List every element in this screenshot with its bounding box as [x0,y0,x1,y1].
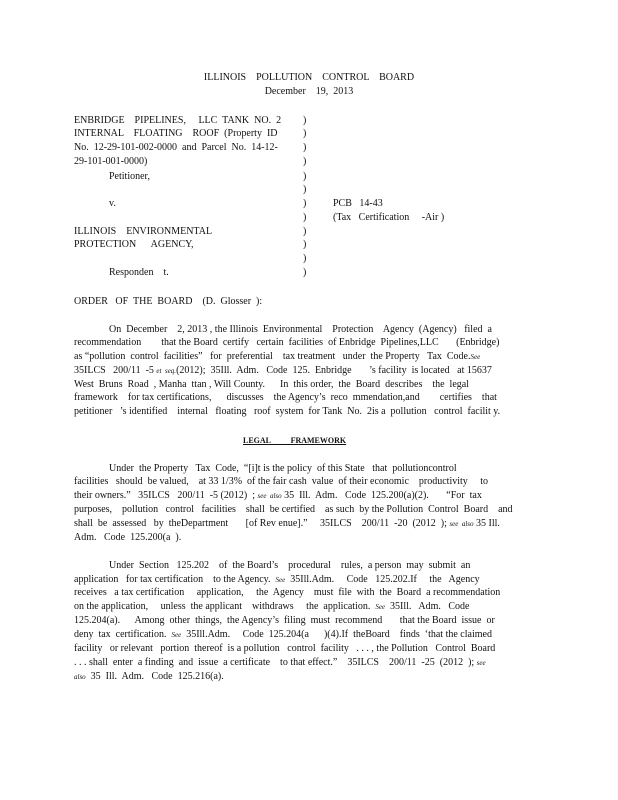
paragraph-3-line: facility or relevant portion thereof is a pollution control facility . . . , the Pollution Control Board [74,643,496,654]
paragraph-3-line: Under Section 125.202 of the Board’s procedural rules, a person may submit an [109,560,471,571]
see-signal: See [171,631,182,639]
respondent-line-1: ILLINOIS ENVIRONMENTAL [74,226,213,237]
see-signal: See [275,576,286,584]
paragraph-1-line: On December 2, 2013 , the Illinois Environmental Protection Agency (Agency) filed a [109,324,492,335]
see-also-signal: see also [449,520,474,528]
paragraph-3-text: . . . shall enter a finding and issue a certificate to that effect.” 35ILCS 200/11 -25 (2012 ); [74,657,475,668]
order-heading: ORDER OF THE BOARD (D. Glosser ): [74,296,263,307]
paragraph-3-text: on the application, unless the applicant withdraws the application. [74,601,371,612]
caption-bracket: ) [303,184,307,195]
paragraph-3-text: application for tax certification to the Agency. [74,574,271,585]
petitioner-line-2: INTERNAL FLOATING ROOF (Property ID [74,128,278,139]
also-signal: also [74,673,86,681]
paragraph-2-text: their owners.” 35ILCS 200/11 -5 (2012) ; [74,490,255,501]
paragraph-1-line: recommendation that the Board certify certain facilities of Enbridge Pipelines,LLC (Enbridge) [74,337,500,348]
caption-bracket: ) [303,212,307,223]
paragraph-3-line: 125.204(a). Among other things, the Agency’s filing must recommend that the Board issue or [74,615,495,626]
paragraph-3-text: 35Ill. Adm. Code [390,601,470,612]
paragraph-3-line [74,602,470,612]
legal-framework-heading: LEGAL FRAMEWORK [243,436,347,445]
paragraph-2-line: purposes, pollution control facilities shall be certified as such by the Pollution Control Board and [74,504,513,515]
paragraph-3-text: 35Ill.Adm. Code 125.202.If the Agency [290,574,480,585]
paragraph-1-text: as “pollution control facilities” for preferential tax treatment under the Property Tax Code. [74,351,471,362]
caption-bracket: ) [303,115,307,126]
paragraph-3-text: 35Ill.Adm. Code 125.204(a )(4).If theBoard finds ‘that the claimed [186,629,492,640]
see-signal: See [375,603,386,611]
case-number: PCB 14-43 [333,198,383,209]
paragraph-2-text: shall be assessed by theDepartment [of Rev enue].” 35ILCS 200/11 -20 (2012 ); [74,518,447,529]
paragraph-1-line: petitioner ’s identified internal floating roof system for Tank No. 2is a pollution control facilit y. [74,406,501,417]
case-type: (Tax Certification -Air ) [333,212,445,223]
caption-bracket: ) [303,253,307,264]
paragraph-2-line [74,491,482,501]
paragraph-1-line: West Bruns Road , Manha ttan , Will County. In this order, the Board describes the legal [74,379,469,390]
order-date: December 19, 2013 [264,86,354,97]
paragraph-1-text: (2012); 35Ill. Adm. Code 125. Enbridge ’s facility is located at 15637 [176,365,492,376]
versus: v. [109,198,116,209]
caption-bracket: ) [303,267,307,278]
caption-bracket: ) [303,171,307,182]
petitioner-line-3: No. 12-29-101-002-0000 and Parcel No. 14-12- [74,142,278,153]
paragraph-3-line [74,672,224,682]
paragraph-1-line [74,366,492,376]
board-title: ILLINOIS POLLUTION CONTROL BOARD [203,72,415,83]
paragraph-3-line [74,630,492,640]
caption-bracket: ) [303,142,307,153]
respondent-line-2: PROTECTION AGENCY, [74,239,194,250]
caption-bracket: ) [303,156,307,167]
petitioner-line-1: ENBRIDGE PIPELINES, LLC TANK NO. 2 [74,115,282,126]
paragraph-3-text: deny tax certification. [74,629,167,640]
paragraph-1-text: 35ILCS 200/11 -5 [74,365,154,376]
see-signal: see [476,659,486,667]
paragraph-3-text: 35 Ill. Adm. Code 125.216(a). [90,671,224,682]
paragraph-3-line: receives a tax certification application, the Agency must file with the Board a recommendation [74,587,501,598]
caption-bracket: ) [303,128,307,139]
caption-bracket: ) [303,226,307,237]
paragraph-2-text: 35 Ill. [476,518,500,529]
see-signal: See [470,353,481,361]
paragraph-3-line [74,658,486,668]
caption-bracket: ) [303,198,307,209]
paragraph-2-text: 35 Ill. Adm. Code 125.200(a)(2). “For tax [284,490,482,501]
respondent-role: Responden t. [109,267,169,278]
petitioner-line-4: 29-101-001-0000) [74,156,148,167]
paragraph-2-line: facilities should be valued, at 33 1/3% of the fair cash value of their economic productivity to [74,476,489,487]
paragraph-1-line: framework for tax certifications, discusses the Agency’s reco mmendation,and certifies that [74,392,497,403]
paragraph-2-line: Adm. Code 125.200(a ). [74,532,182,543]
paragraph-3-line [74,575,480,585]
caption-bracket: ) [303,239,307,250]
see-also-signal: see also [257,492,282,500]
petitioner-role: Petitioner, [109,171,150,182]
et-seq: et seq. [156,367,177,375]
paragraph-2-line [74,519,500,529]
paragraph-2-line: Under the Property Tax Code, “[i]t is the policy of this State that pollutioncontrol [109,463,457,474]
paragraph-1-line [74,352,480,362]
